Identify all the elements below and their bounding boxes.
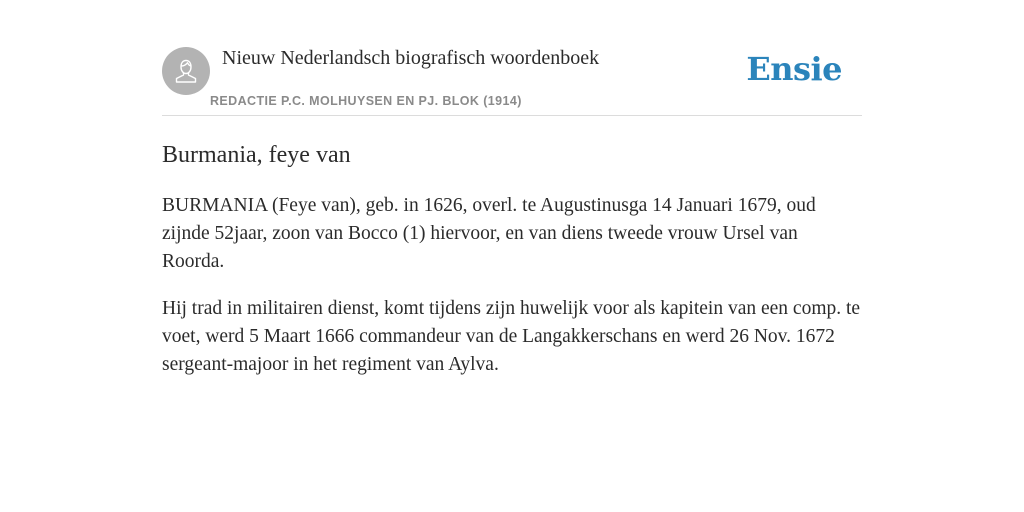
book-editors: REDACTIE P.C. MOLHUYSEN EN PJ. BLOK (1914) — [210, 94, 522, 108]
article-title: Burmania, feye van — [162, 142, 351, 168]
article-paragraph: Hij trad in militairen dienst, komt tijdens zijn huwelijk voor als kapitein van een comp. te voet, werd 5 Maart 1666 commandeur van de Langakkerschans en werd 26 Nov. 1672 sergeant-majoor in het regiment van Aylva. — [162, 298, 861, 375]
user-silhouette-icon — [171, 56, 201, 86]
article-paragraph: BURMANIA (Feye van), geb. in 1626, overl. te Augustinusga 14 Januari 1679, oud zijnde 52jaar, zoon van Bocco (1) hiervoor, en van diens tweede vrouw Ursel van Roorda. — [162, 195, 816, 272]
page-container — [162, 0, 862, 375]
book-header — [162, 0, 862, 116]
article-body — [162, 192, 862, 398]
ensie-logo[interactable]: Ensie — [746, 50, 842, 88]
book-title[interactable]: Nieuw Nederlandsch biografisch woordenboek — [222, 47, 600, 69]
author-avatar — [162, 47, 210, 95]
